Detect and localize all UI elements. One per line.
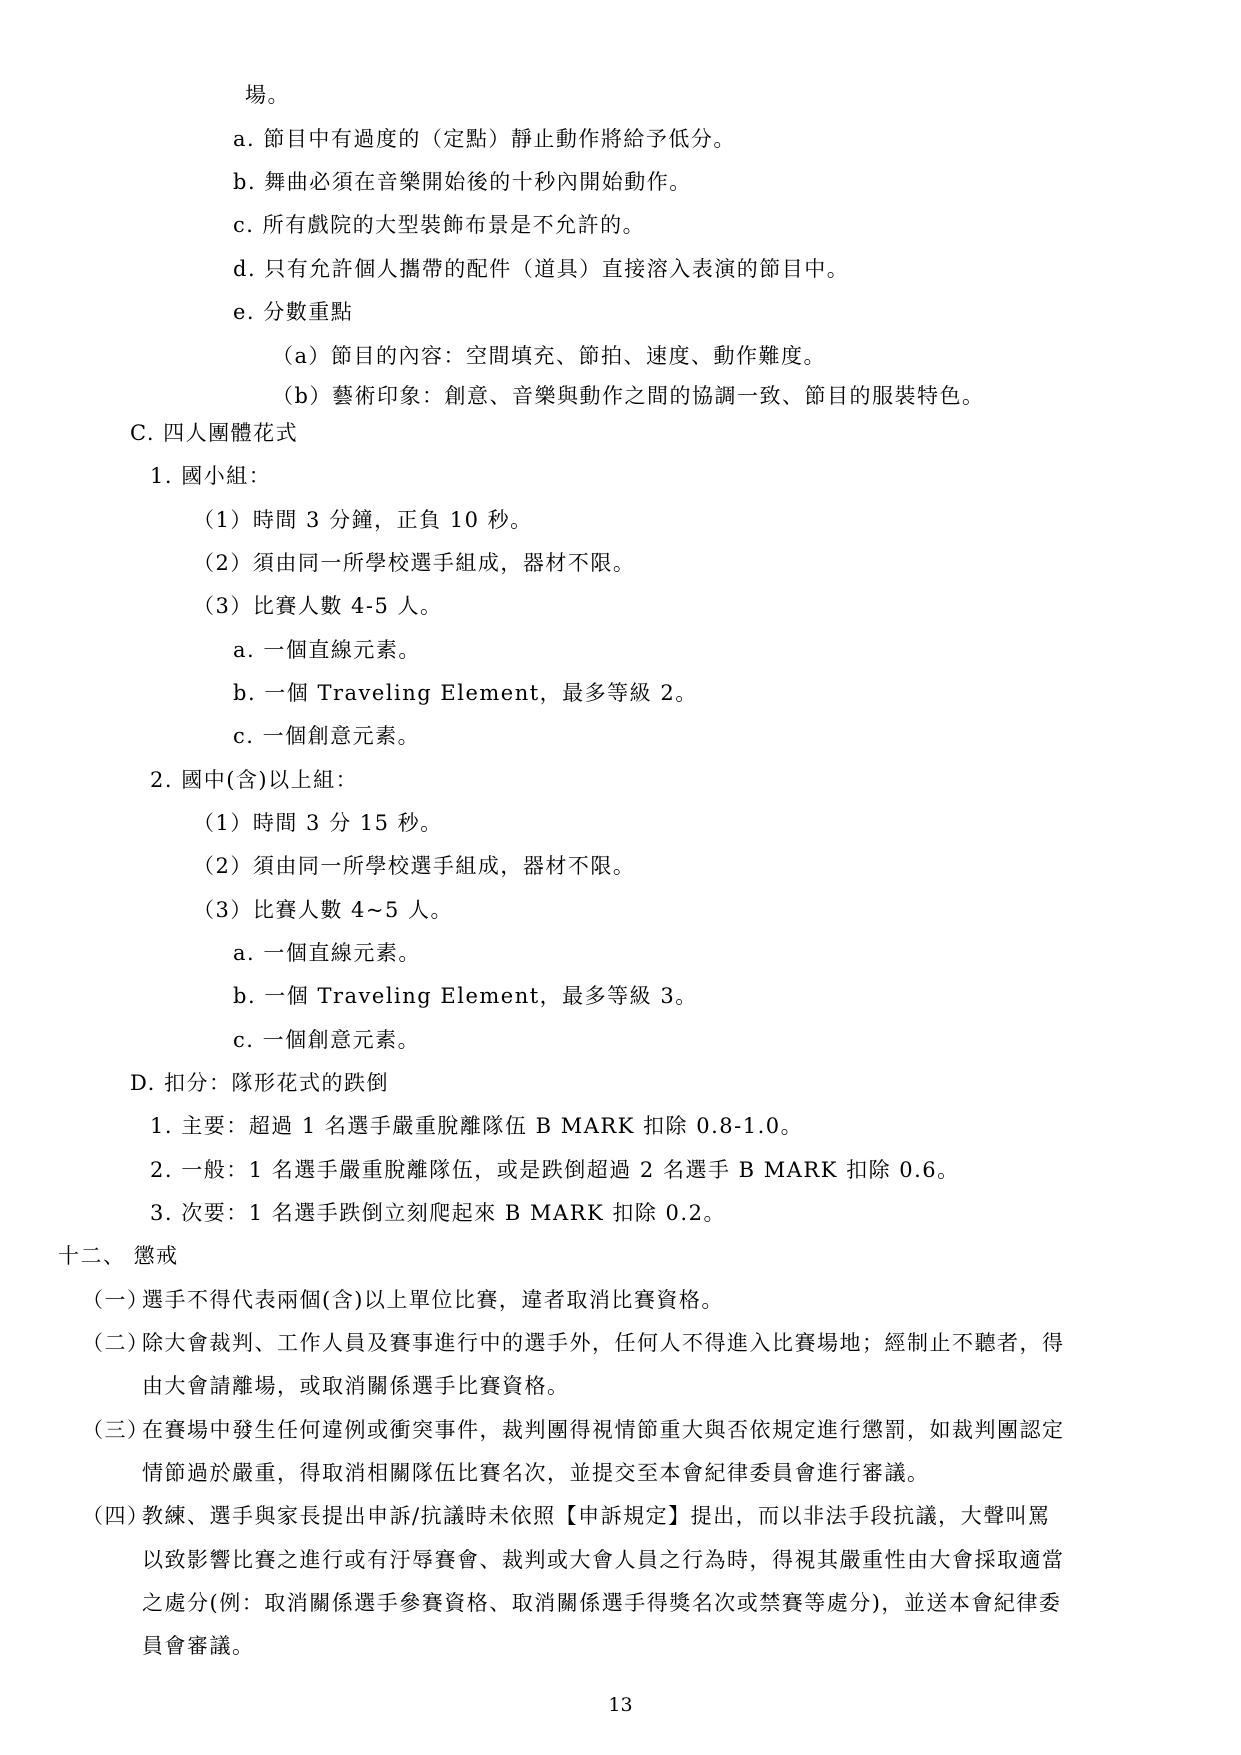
continuation-text: 場。 bbox=[245, 83, 290, 107]
section-d-heading: D. 扣分：隊形花式的跌倒 bbox=[130, 1071, 389, 1095]
rule-c: c. 所有戲院的大型裝飾布景是不允許的。 bbox=[233, 213, 646, 237]
deduction-minor: 3. 次要：1 名選手跌倒立刻爬起來 B MARK 扣除 0.2。 bbox=[150, 1201, 726, 1225]
elementary-item-3: （3）比賽人數 4-5 人。 bbox=[193, 594, 443, 618]
rule-e: e. 分數重點 bbox=[233, 300, 354, 324]
clause-4-line-4: 員會審議。 bbox=[142, 1634, 255, 1658]
junior-high-sub-b: b. 一個 Traveling Element，最多等級 3。 bbox=[233, 984, 698, 1008]
clause-4-num: （四） bbox=[82, 1504, 150, 1528]
clause-2-line-2: 由大會請離場，或取消關係選手比賽資格。 bbox=[142, 1374, 570, 1398]
junior-high-item-2: （2）須由同一所學校選手組成，器材不限。 bbox=[193, 854, 636, 878]
elementary-sub-a: a. 一個直線元素。 bbox=[233, 638, 421, 662]
page-number: 13 bbox=[608, 1694, 633, 1716]
clause-4-line-3: 之處分(例：取消關係選手參賽資格、取消關係選手得獎名次或禁賽等處分)，並送本會紀律委 bbox=[142, 1591, 1062, 1615]
score-point-b: （b）藝術印象：創意、音樂與動作之間的協調一致、節目的服裝特色。 bbox=[272, 384, 985, 408]
junior-high-heading: 2. 國中(含)以上組： bbox=[150, 768, 359, 792]
rule-a: a. 節目中有過度的（定點）靜止動作將給予低分。 bbox=[233, 127, 736, 151]
clause-1-line-1: 選手不得代表兩個(含)以上單位比賽，違者取消比賽資格。 bbox=[142, 1288, 724, 1312]
section-c-heading: C. 四人團體花式 bbox=[130, 421, 299, 445]
junior-high-item-1: （1）時間 3 分 15 秒。 bbox=[193, 811, 443, 835]
junior-high-item-3: （3）比賽人數 4~5 人。 bbox=[193, 898, 454, 922]
elementary-sub-b: b. 一個 Traveling Element，最多等級 2。 bbox=[233, 681, 698, 705]
clause-4-line-2: 以致影響比賽之進行或有汙辱賽會、裁判或大會人員之行為時，得視其嚴重性由大會採取適當 bbox=[142, 1548, 1065, 1572]
clause-3-line-2: 情節過於嚴重，得取消相關隊伍比賽名次，並提交至本會紀律委員會進行審議。 bbox=[142, 1461, 930, 1485]
elementary-item-1: （1）時間 3 分鐘，正負 10 秒。 bbox=[193, 508, 533, 532]
clause-1-num: （一） bbox=[82, 1288, 150, 1312]
elementary-heading: 1. 國小組： bbox=[150, 464, 272, 488]
deduction-major: 1. 主要：超過 1 名選手嚴重脫離隊伍 B MARK 扣除 0.8-1.0。 bbox=[150, 1114, 804, 1138]
elementary-item-2: （2）須由同一所學校選手組成，器材不限。 bbox=[193, 551, 636, 575]
junior-high-sub-c: c. 一個創意元素。 bbox=[233, 1028, 421, 1052]
clause-3-num: （三） bbox=[82, 1418, 150, 1442]
clause-2-line-1: 除大會裁判、工作人員及賽事進行中的選手外，任何人不得進入比賽場地；經制止不聽者，得 bbox=[142, 1331, 1065, 1355]
clause-4-line-1: 教練、選手與家長提出申訴/抗議時未依照【申訴規定】提出，而以非法手段抗議，大聲叫罵 bbox=[142, 1504, 1051, 1528]
clause-2-num: （二） bbox=[82, 1331, 150, 1355]
junior-high-sub-a: a. 一個直線元素。 bbox=[233, 941, 421, 965]
score-point-a: （a）節目的內容：空間填充、節拍、速度、動作難度。 bbox=[272, 344, 827, 368]
deduction-general: 2. 一般：1 名選手嚴重脫離隊伍，或是跌倒超過 2 名選手 B MARK 扣除 0.6。 bbox=[150, 1158, 960, 1182]
clause-3-line-1: 在賽場中發生任何違例或衝突事件，裁判團得視情節重大與否依規定進行懲罰，如裁判團認定 bbox=[142, 1418, 1065, 1442]
rule-d: d. 只有允許個人攜帶的配件（道具）直接溶入表演的節目中。 bbox=[233, 257, 850, 281]
rule-b: b. 舞曲必須在音樂開始後的十秒內開始動作。 bbox=[233, 170, 692, 194]
chapter-12-heading: 十二、 懲戒 bbox=[58, 1244, 179, 1268]
elementary-sub-c: c. 一個創意元素。 bbox=[233, 724, 421, 748]
